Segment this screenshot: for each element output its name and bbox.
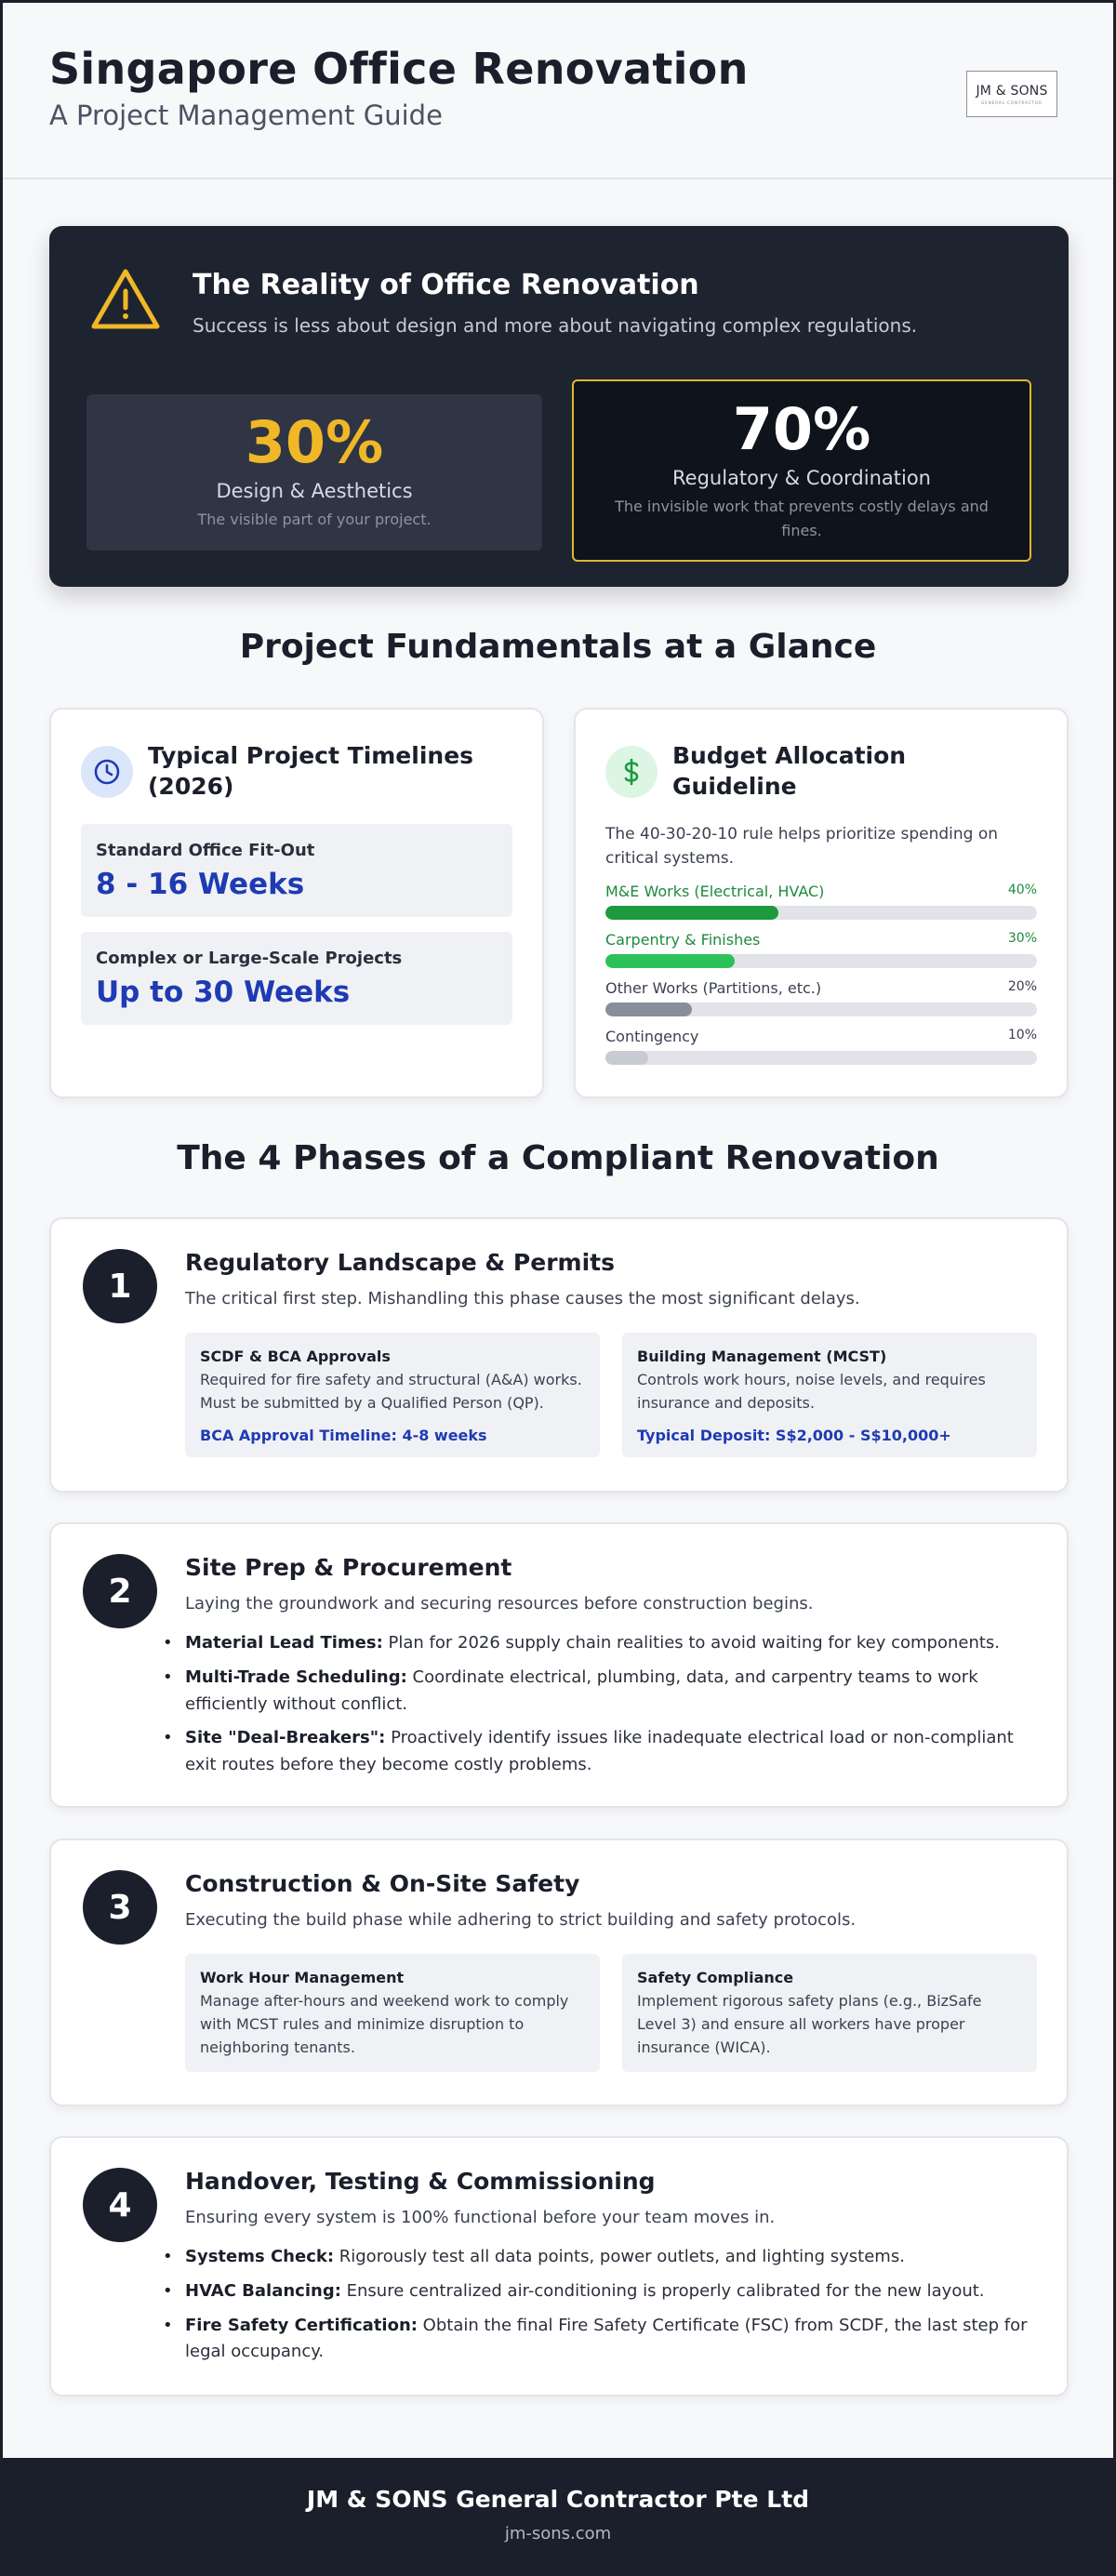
- timeline-item: [81, 824, 512, 917]
- stat-value: 70%: [732, 395, 871, 463]
- phase-title: Regulatory Landscape & Permits: [185, 1249, 615, 1276]
- logo-subtext: GENERAL CONTRACTOR: [981, 100, 1043, 105]
- bullet-term: Site "Deal-Breakers":: [185, 1728, 386, 1748]
- phase-detail-box: [185, 1954, 600, 2072]
- phase-subtitle: Ensuring every system is 100% functional before your team moves in.: [185, 2208, 776, 2227]
- timeline-label: Standard Office Fit-Out: [96, 841, 315, 860]
- warning-triangle-icon: [90, 267, 161, 332]
- budget-bar: [605, 883, 1037, 920]
- fundamentals-heading: Project Fundamentals at a Glance: [239, 628, 877, 666]
- budget-bar-label: Contingency: [605, 1027, 699, 1045]
- phase-card-2: [49, 1522, 1069, 1808]
- phase-number: 1: [83, 1249, 157, 1323]
- clock-icon-badge: [81, 746, 133, 798]
- budget-bar-fill: [605, 1051, 648, 1065]
- bullet-item: [163, 1630, 1037, 1657]
- detail-heading: Work Hour Management: [200, 1969, 405, 1986]
- detail-key-fact: Typical Deposit: S$2,000 - S$10,000+: [637, 1426, 951, 1444]
- phases-heading: The 4 Phases of a Compliant Renovation: [177, 1139, 939, 1177]
- company-logo: [966, 71, 1057, 117]
- bullet-term: Material Lead Times:: [185, 1633, 383, 1653]
- logo-text: JM & SONS: [976, 83, 1048, 99]
- bullet-text: Proactively identify issues like inadequate electrical load or non-compliant exit routes before they become costly problems.: [185, 1728, 1014, 1775]
- budget-bar: [605, 931, 1037, 968]
- bullet-text: Obtain the final Fire Safety Certificate (FSC) from SCDF, the last step for legal occupancy.: [185, 2315, 1028, 2362]
- phase-bullet-list: [163, 1630, 1037, 1779]
- bullet-text: Plan for 2026 supply chain realities to avoid waiting for key components.: [382, 1633, 1001, 1653]
- page-subtitle: A Project Management Guide: [49, 100, 443, 131]
- phase-number: 4: [83, 2168, 157, 2242]
- phase-subtitle: Executing the build phase while adhering to strict building and safety protocols.: [185, 1910, 857, 1930]
- phase-title: Site Prep & Procurement: [185, 1554, 512, 1581]
- bullet-text: Coordinate electrical, plumbing, data, and carpentry teams to work efficiently without conflict.: [185, 1666, 978, 1714]
- stat-label: Regulatory & Coordination: [672, 467, 931, 490]
- budget-bar: [605, 1028, 1037, 1065]
- budget-bar-label: M&E Works (Electrical, HVAC): [605, 882, 825, 900]
- bullet-term: Multi-Trade Scheduling:: [185, 1666, 407, 1687]
- detail-text: Manage after-hours and weekend work to comply with MCST rules and minimize disruption to neighboring tenants.: [200, 1992, 569, 2056]
- phase-detail-box: [622, 1954, 1037, 2072]
- reality-card: [49, 226, 1069, 587]
- bullet-text: Ensure centralized air-conditioning is properly calibrated for the new layout.: [340, 2280, 985, 2301]
- detail-text: Controls work hours, noise levels, and requires insurance and deposits.: [637, 1371, 986, 1412]
- timelines-title: Typical Project Timelines (2026): [148, 742, 474, 800]
- dollar-icon-badge: [605, 746, 658, 798]
- stat-row: [86, 381, 1031, 562]
- phase-subtitle: Laying the groundwork and securing resources before construction begins.: [185, 1594, 814, 1613]
- stat-label: Design & Aesthetics: [216, 480, 413, 503]
- budget-bar-percent: 40%: [1007, 882, 1037, 897]
- dollar-icon: [617, 757, 646, 787]
- stat-description: The invisible work that prevents costly delays and fines.: [615, 498, 989, 539]
- stat-value: 30%: [245, 408, 384, 476]
- phase-card-3: [49, 1839, 1069, 2106]
- timeline-value: Up to 30 Weeks: [96, 976, 351, 1009]
- bullet-term: Systems Check:: [185, 2247, 335, 2266]
- detail-key-fact: BCA Approval Timeline: 4-8 weeks: [200, 1426, 487, 1444]
- budget-bar-track: [605, 1051, 1037, 1065]
- phase-title: Handover, Testing & Commissioning: [185, 2168, 656, 2195]
- budget-bar: [605, 979, 1037, 1016]
- budget-intro: The 40-30-20-10 rule helps prioritize spending on critical systems.: [605, 825, 999, 869]
- stat-regulatory: [572, 379, 1031, 562]
- phase-card-4: [49, 2136, 1069, 2397]
- detail-heading: Safety Compliance: [637, 1969, 794, 1986]
- stat-description: The visible part of your project.: [197, 511, 432, 529]
- timeline-value: 8 - 16 Weeks: [96, 868, 305, 901]
- header: [3, 3, 1113, 179]
- budget-bar-track: [605, 954, 1037, 968]
- detail-text: Implement rigorous safety plans (e.g., BizSafe Level 3) and ensure all workers have proper insurance (WICA).: [637, 1992, 982, 2056]
- budget-bar-percent: 30%: [1007, 930, 1037, 946]
- phase-subtitle: The critical first step. Mishandling this phase causes the most significant delays.: [185, 1289, 860, 1308]
- phase-detail-box: [622, 1333, 1037, 1457]
- footer-company-name: JM & SONS General Contractor Pte Ltd: [306, 2486, 810, 2513]
- phase-detail-box: [185, 1333, 600, 1457]
- budget-bar-percent: 10%: [1007, 1027, 1037, 1042]
- detail-heading: Building Management (MCST): [637, 1348, 887, 1365]
- timeline-item: [81, 932, 512, 1025]
- phase-number: 2: [83, 1554, 157, 1628]
- bullet-text: Rigorously test all data points, power outlets, and lighting systems.: [334, 2247, 905, 2266]
- budget-bar-fill: [605, 954, 735, 968]
- budget-bar-track: [605, 1003, 1037, 1016]
- bullet-term: HVAC Balancing:: [185, 2280, 341, 2301]
- bullet-item: [163, 2313, 1037, 2367]
- bullet-item: [163, 2278, 1037, 2305]
- bullet-term: Fire Safety Certification:: [185, 2315, 418, 2335]
- detail-heading: SCDF & BCA Approvals: [200, 1348, 391, 1365]
- budget-bar-label: Carpentry & Finishes: [605, 930, 761, 949]
- reality-title: The Reality of Office Renovation: [193, 269, 699, 301]
- phase-number: 3: [83, 1870, 157, 1945]
- reality-subtitle: Success is less about design and more about navigating complex regulations.: [193, 314, 918, 337]
- bullet-item: [163, 1725, 1037, 1779]
- timelines-card: [49, 708, 544, 1098]
- bullet-item: [163, 2244, 1037, 2271]
- phase-card-1: [49, 1217, 1069, 1493]
- timeline-label: Complex or Large-Scale Projects: [96, 949, 403, 968]
- budget-bar-fill: [605, 906, 778, 920]
- bullet-item: [163, 1665, 1037, 1719]
- budget-title: Budget Allocation Guideline: [672, 742, 907, 800]
- budget-card: [574, 708, 1069, 1098]
- footer: [3, 2458, 1113, 2576]
- detail-text: Required for fire safety and structural (A&A) works. Must be submitted by a Qualified Person (QP).: [200, 1371, 582, 1412]
- clock-icon: [92, 757, 122, 787]
- phase-bullet-list: [163, 2244, 1037, 2366]
- budget-bar-percent: 20%: [1007, 978, 1037, 994]
- stat-design: [86, 394, 542, 551]
- budget-bar-track: [605, 906, 1037, 920]
- phase-title: Construction & On-Site Safety: [185, 1870, 580, 1897]
- page-title: Singapore Office Renovation: [49, 44, 749, 94]
- budget-bar-label: Other Works (Partitions, etc.): [605, 978, 822, 997]
- footer-website-link[interactable]: jm-sons.com: [504, 2524, 612, 2543]
- budget-bar-fill: [605, 1003, 692, 1016]
